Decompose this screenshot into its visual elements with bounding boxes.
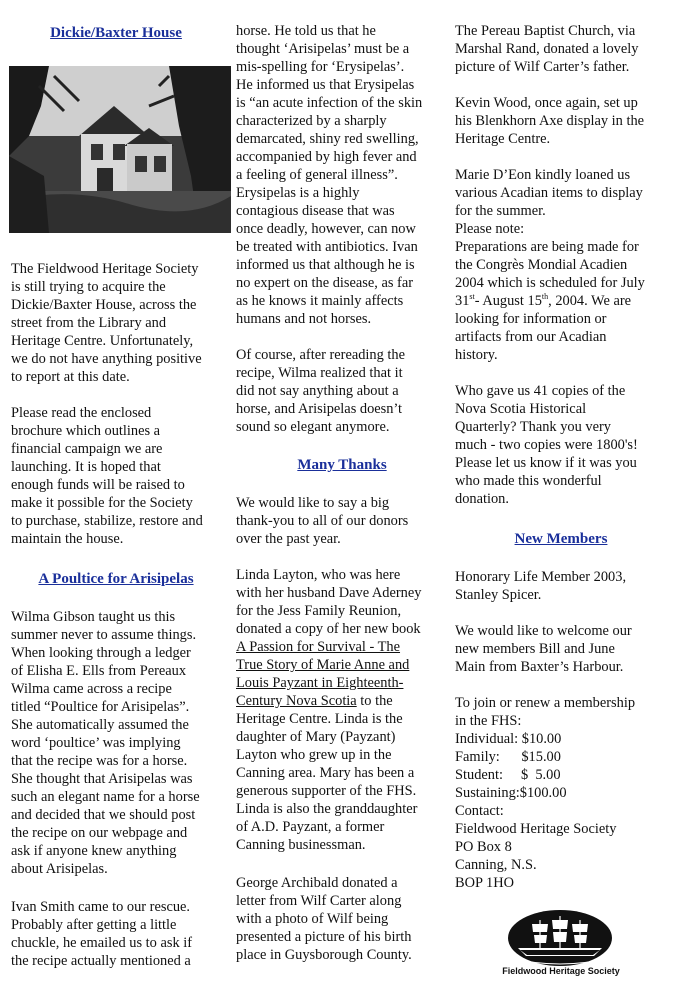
fee-student: Student: $ 5.00 (455, 767, 561, 783)
heading-new-members: New Members (514, 531, 608, 547)
paragraph-financial-campaign: Please read the enclosed brochure which outlines a financial campaign we are launching. It is hoped that enough funds will be raised to make it possible for the Society to purchase, stabilize, restore and maintain the house. (11, 405, 203, 547)
paragraph-thank-donors: We would like to say a big thank-you to all of our donors over the past year. (236, 495, 409, 547)
fee-individual: Individual: $10.00 (455, 731, 562, 747)
heading-poultice: A Poultice for Arisipelas (38, 571, 194, 587)
book-title-line: Louis Payzant in Eighteenth- (236, 675, 404, 691)
paragraph-dickie-baxter-status: The Fieldwood Heritage Society is still trying to acquire the Dickie/Baxter House, across the street from the Library and Heritage Centre. Unfortunately, we do not have anything positive to report at this date. (11, 261, 202, 385)
ship-logo-icon (490, 908, 630, 968)
membership-info: To join or renew a membership in the FHS: Individual: $10.00 Family: $15.00 Student: $ 5.00 Sustaining:$100.00 Contact: Fieldwood Heritage Society PO Box 8 Canning, N.S. BOP 1HO (455, 694, 667, 892)
book-title-line: True Story of Marie Anne and (236, 657, 410, 673)
paragraph-marie-deon: Marie D’Eon kindly loaned us various Acadian items to display for the summer. (455, 167, 643, 219)
fee-family: Family: $15.00 (455, 749, 561, 765)
house-photo (9, 66, 231, 233)
paragraph-quarterly-donation: Who gave us 41 copies of the Nova Scotia Historical Quarterly? Thank you very much - two copies were 1800's! Please let us know if it was you who made this wonderful donation. (455, 383, 638, 507)
logo-caption: Fieldwood Heritage Society (502, 966, 620, 976)
heading-many-thanks: Many Thanks (297, 457, 387, 473)
paragraph-welcome-members: We would like to welcome our new members Bill and June Main from Baxter’s Harbour. (455, 623, 632, 675)
paragraph-erysipelas: horse. He told us that he thought ‘Arisipelas’ must be a mis-spelling for ‘Erysipelas’. He informed us that Erysipelas is “an acute infection of the skin characterized by a sharply demarcated, shiny red swelling, accompanied by high fever and a feeling of general illness”. Erysipelas is a highly contagious disease that was once deadly, however, can now be treated with antibiotics. Ivan informed us that although he is no expert on the disease, as far as he knows it mainly affects humans and not horses. (236, 23, 423, 327)
paragraph-congres-acadien: Please note: Preparations are being made for the Congrès Mondial Acadien 2004 which is scheduled for July 31st- August 15th, 2004. We are looking for information or artifacts from our Acadian history. (455, 221, 645, 363)
book-title-line: A Passion for Survival - The (236, 639, 401, 655)
paragraph-linda-layton: Linda Layton, who was here with her husband Dave Aderney for the Jess Family Reunion, donated a copy of her new book A Passion for Survival - The True Story of Marie Anne and Louis Payzant in Eighteenth- Century Nova Scotia to the Heritage Centre. Linda is the daughter of Mary (Payzant) Layton who grew up in the Canning area. Mary has been a generous supporter of the FHS. Linda is also the granddaughter of A.D. Payzant, a former Canning businessman. (236, 566, 448, 854)
paragraph-poultice-story: Wilma Gibson taught us this summer never to assume things. When looking through a ledger of Elisha E. Ells from Pereaux Wilma came across a recipe titled “Poultice for Arisipelas”. She automatically assumed the word ‘poultice’ was implying that the recipe was for a horse. She thought that Arisipelas was such an elegant name for a horse and decided that we should post the recipe on our webpage and ask if anyone knew anything about Arisipelas. (11, 609, 200, 877)
paragraph-ivan-rescue: Ivan Smith came to our rescue. Probably after getting a little chuckle, he emailed us to ask if the recipe actually mentioned a (11, 899, 193, 969)
book-title-line: Century Nova Scotia (236, 693, 357, 709)
house-photo-image (9, 66, 231, 233)
paragraph-honorary-member: Honorary Life Member 2003, Stanley Spicer. (455, 569, 627, 603)
paragraph-rereading: Of course, after rereading the recipe, Wilma realized that it did not say anything about a horse, and Arisipelas doesn’t sound so elegant anymore. (236, 347, 405, 435)
heading-dickie-baxter-house: Dickie/Baxter House (50, 25, 182, 41)
paragraph-george-archibald: George Archibald donated a letter from Wilf Carter along with a photo of Wilf being presented a picture of his birth place in Guysborough County. (236, 875, 412, 963)
postal-code: BOP 1HO (455, 875, 515, 891)
paragraph-pereau-church: The Pereau Baptist Church, via Marshal Rand, donated a lovely picture of Wilf Carter’s father. (455, 23, 639, 75)
fee-sustaining: Sustaining:$100.00 (455, 785, 567, 801)
paragraph-kevin-wood: Kevin Wood, once again, set up his Blenkhorn Axe display in the Heritage Centre. (455, 95, 645, 147)
